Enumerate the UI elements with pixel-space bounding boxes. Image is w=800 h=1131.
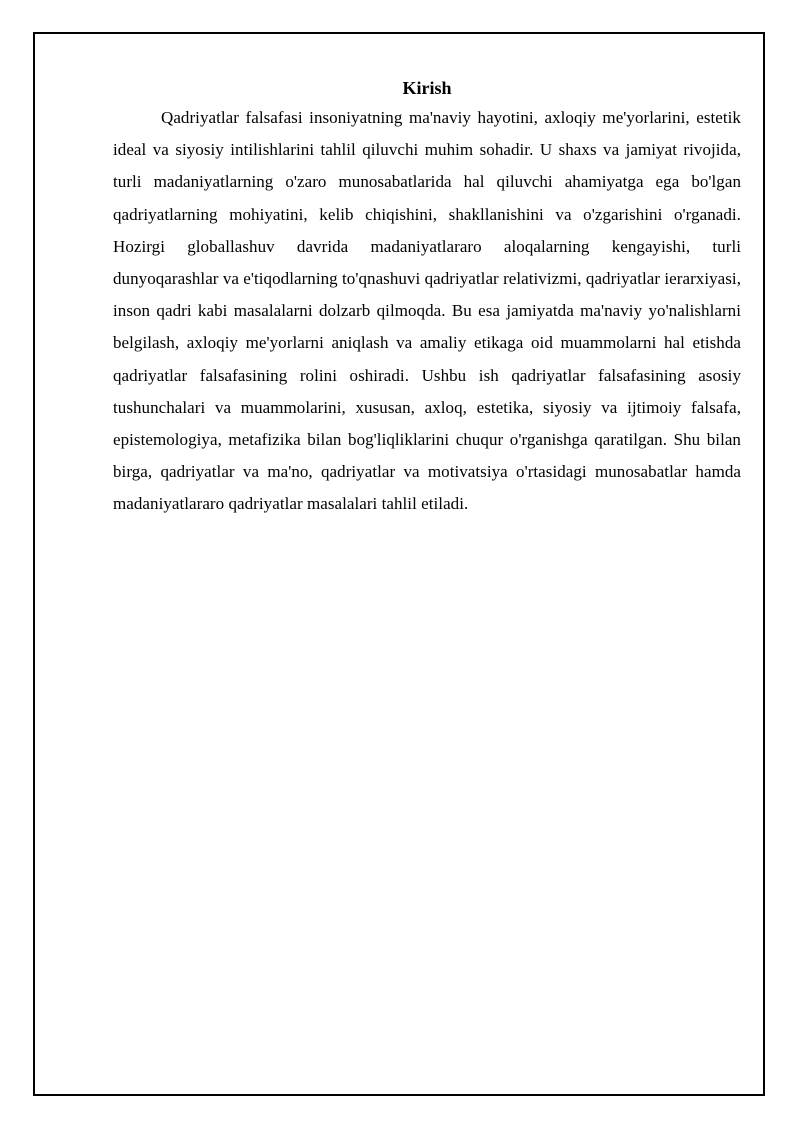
body-paragraph: Qadriyatlar falsafasi insoniyatning ma'naviy hayotini, axloqiy me'yorlarini, estetik ideal va siyosiy intilishlarini tahlil qiluvchi muhim sohadir. U shaxs va jamiyat rivojida, turli madaniyatlarning o'zaro munosabatlarida hal qiluvchi ahamiyatga ega bo'lgan qadriyatlarning mohiyatini, kelib chiqishini, shakllanishini va o'zgarishini o'rganadi. Hozirgi globallashuv davrida madaniyatlararo aloqalarning kengayishi, turli dunyoqarashlar va e'tiqodlarning to'qnashuvi qadriyatlar relativizmi, qadriyatlar ierarxiyasi, inson qadri kabi masalalarni dolzarb qilmoqda. Bu esa jamiyatda ma'naviy yo'nalishlarni belgilash, axloqiy me'yorlarni aniqlash va amaliy etikaga oid muammolarni hal etishda qadriyatlar falsafasining rolini oshiradi. Ushbu ish qadriyatlar falsafasining asosiy tushunchalari va muammolarini, xususan, axloq, estetika, siyosiy va ijtimoiy falsafa, epistemologiya, metafizika bilan bog'liqliklarini chuqur o'rganishga qaratilgan. Shu bilan birga, qadriyatlar va ma'no, qadriyatlar va motivatsiya o'rtasidagi munosabatlar hamda madaniyatlararo qadriyatlar masalalari tahlil etiladi. xyxy=(113,108,741,514)
page-title: Kirish xyxy=(402,78,452,98)
document-content xyxy=(113,74,741,521)
